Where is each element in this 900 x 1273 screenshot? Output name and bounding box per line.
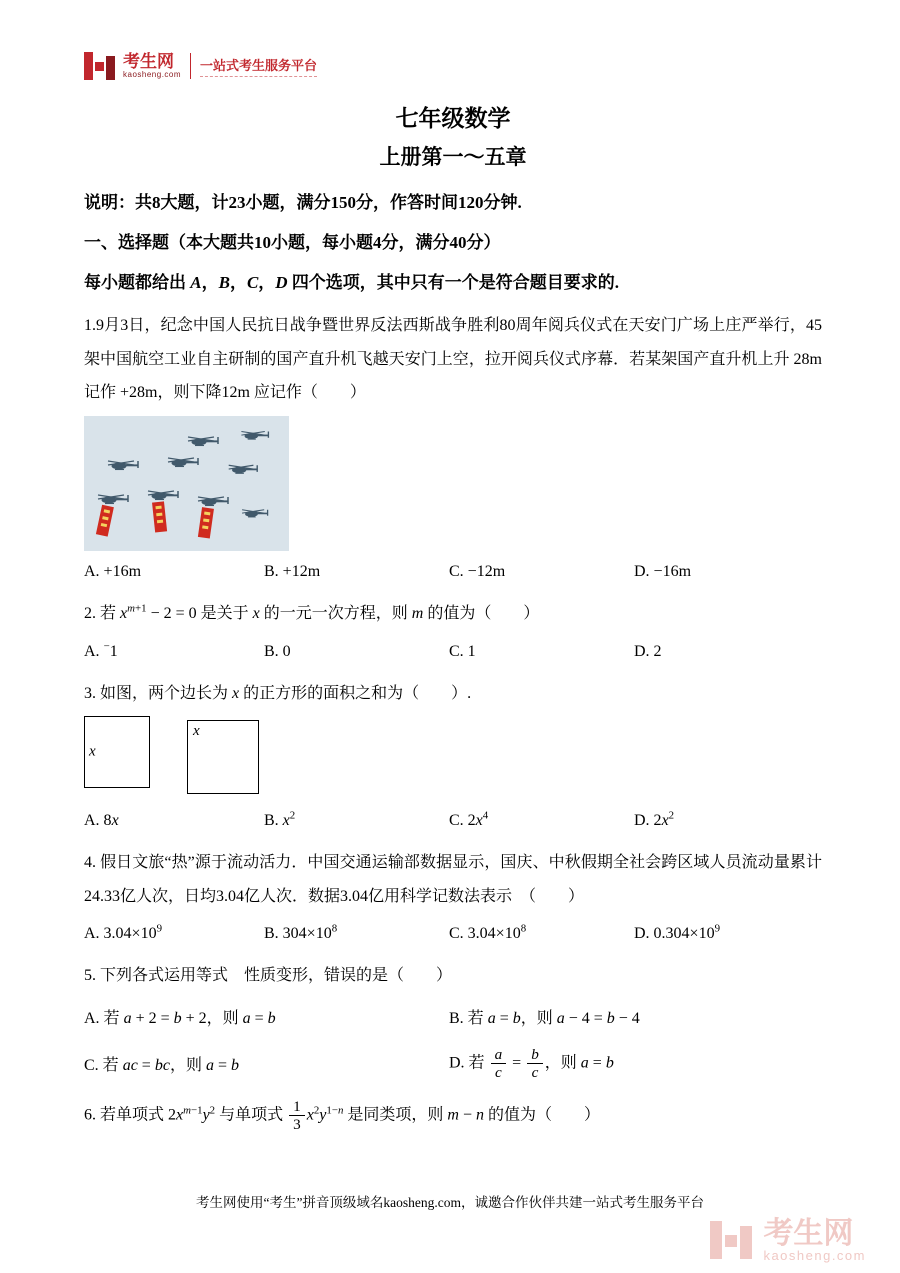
kaosheng-watermark <box>710 1218 866 1263</box>
logo-tagline: 一站式考生服务平台 <box>200 55 317 77</box>
site-header <box>84 44 822 88</box>
question-1-option-a: A. +16m <box>84 562 142 580</box>
question-2-option-a: A. −1 <box>84 640 118 660</box>
logo-block-center <box>95 62 104 71</box>
square-figure-2 <box>187 720 259 794</box>
question-1-option-d: D. −16m <box>634 562 692 580</box>
section-note: 每小题都给出 A，B，C，D 四个选项，其中只有一个是符合题目要求的. <box>84 273 620 293</box>
watermark-text-block <box>763 1218 866 1263</box>
exam-title: 七年级数学 <box>395 106 511 131</box>
kaosheng-logo-icon <box>84 50 116 82</box>
question-1-text: 1.9月3日，纪念中国人民抗日战争暨世界反法西斯战争胜利80周年阅兵仪式在天安门广场上庄严举行，45架中国航空工业自主研制的国产直升机飞越天安门上空，拉开阅兵仪式序幕．若某架国产直升机上升 28m记作 +28m，则下降12m 应记作（ ） <box>84 317 822 402</box>
question-3-option-d: D. $2x^2$ <box>634 809 675 830</box>
question-4-option-d: D. $0.304\times 10^9$ <box>634 922 721 943</box>
logo-site-name: 考生网 <box>123 51 174 71</box>
question-2-options <box>84 640 822 661</box>
question-5-option-c: C. 若 ac = bc，则 a = b <box>84 1057 239 1075</box>
logo-block-left <box>84 52 93 80</box>
watermark-block-center <box>725 1235 737 1247</box>
helicopter-formation-image <box>84 416 289 551</box>
square-2-side-label: x <box>193 723 200 740</box>
question-1-option-c: C. −12m <box>449 562 506 580</box>
question-6-text: 6. 若单项式 $2x^{m-1}y^2$ 与单项式 $\frac{1}{3}$ $x^2y^{1-n}$ 是同类项，则 m − n 的值为（ ） <box>84 1097 601 1134</box>
question-4-option-a: A. $3.04\times 10^9$ <box>84 922 163 943</box>
question-4-options <box>84 922 822 943</box>
square-figure-1 <box>84 716 150 788</box>
question-2-option-b: B. 0 <box>264 642 291 660</box>
logo-divider <box>190 53 191 79</box>
question-5-option-d: D. 若 $\frac{a}{c}$ = $\frac{b}{c}$ ，则 a = b <box>449 1045 614 1082</box>
question-3-option-a: A. 8x <box>84 812 119 830</box>
question-5-text: 5. 下列各式运用等式 性质变形，错误的是（ ） <box>84 967 453 985</box>
question-5-options <box>84 1005 822 1082</box>
question-2-option-c: C. 1 <box>449 642 476 660</box>
question-1-options <box>84 563 822 581</box>
watermark-block-right <box>740 1226 752 1259</box>
watermark-site-domain: kaosheng.com <box>763 1248 866 1264</box>
question-3-option-c: C. $2x^4$ <box>449 809 489 830</box>
kaosheng-watermark-icon <box>710 1218 754 1262</box>
exam-instructions: 说明：共8大题，计23小题，满分150分，作答时间120分钟. <box>84 193 522 212</box>
question-5-option-a: A. 若 a + 2 = b + 2，则 a = b <box>84 1009 276 1027</box>
question-2-option-d: D. 2 <box>634 642 662 660</box>
question-5-option-b: B. 若 a = b，则 a − 4 = b − 4 <box>449 1009 640 1027</box>
question-3-figure <box>84 716 822 800</box>
exam-subtitle: 上册第一～五章 <box>379 145 527 169</box>
question-4-option-c: C. $3.04\times 10^8$ <box>449 922 527 943</box>
question-3-option-b: B. $x^2$ <box>264 809 296 830</box>
page-footer: 考生网使用“考生”拼音顶级域名kaosheng.com，诚邀合作伙伴共建一站式考生服务平台 <box>195 1195 705 1210</box>
question-2-text: 2. 若 $x^{m+1} - 2 = 0$ 是关于 x 的一元一次方程，则 m 的值为（ ） <box>84 602 540 622</box>
question-3-text: 3. 如图，两个边长为 x 的正方形的面积之和为（ ）. <box>84 684 472 702</box>
watermark-site-name: 考生网 <box>763 1216 854 1250</box>
logo-block-right <box>106 56 115 80</box>
question-1-option-b: B. +12m <box>264 562 321 580</box>
question-1-figure <box>84 416 289 551</box>
question-4-text: 4. 假日文旅“热”源于流动活力．中国交通运输部数据显示，国庆、中秋假期全社会跨区域人员流动量累计24.33亿人次，日均3.04亿人次．数据3.04亿用科学记数法表示 （ ） <box>84 854 822 905</box>
square-1-side-label: x <box>89 743 96 760</box>
watermark-block-left <box>710 1221 722 1259</box>
question-3-options <box>84 809 822 830</box>
logo-site-domain: kaosheng.com <box>123 69 182 79</box>
section-heading: 一、选择题（本大题共10小题，每小题4分，满分40分） <box>84 233 501 253</box>
logo-text-block <box>123 53 181 79</box>
question-4-option-b: B. $304\times 10^8$ <box>264 922 338 943</box>
